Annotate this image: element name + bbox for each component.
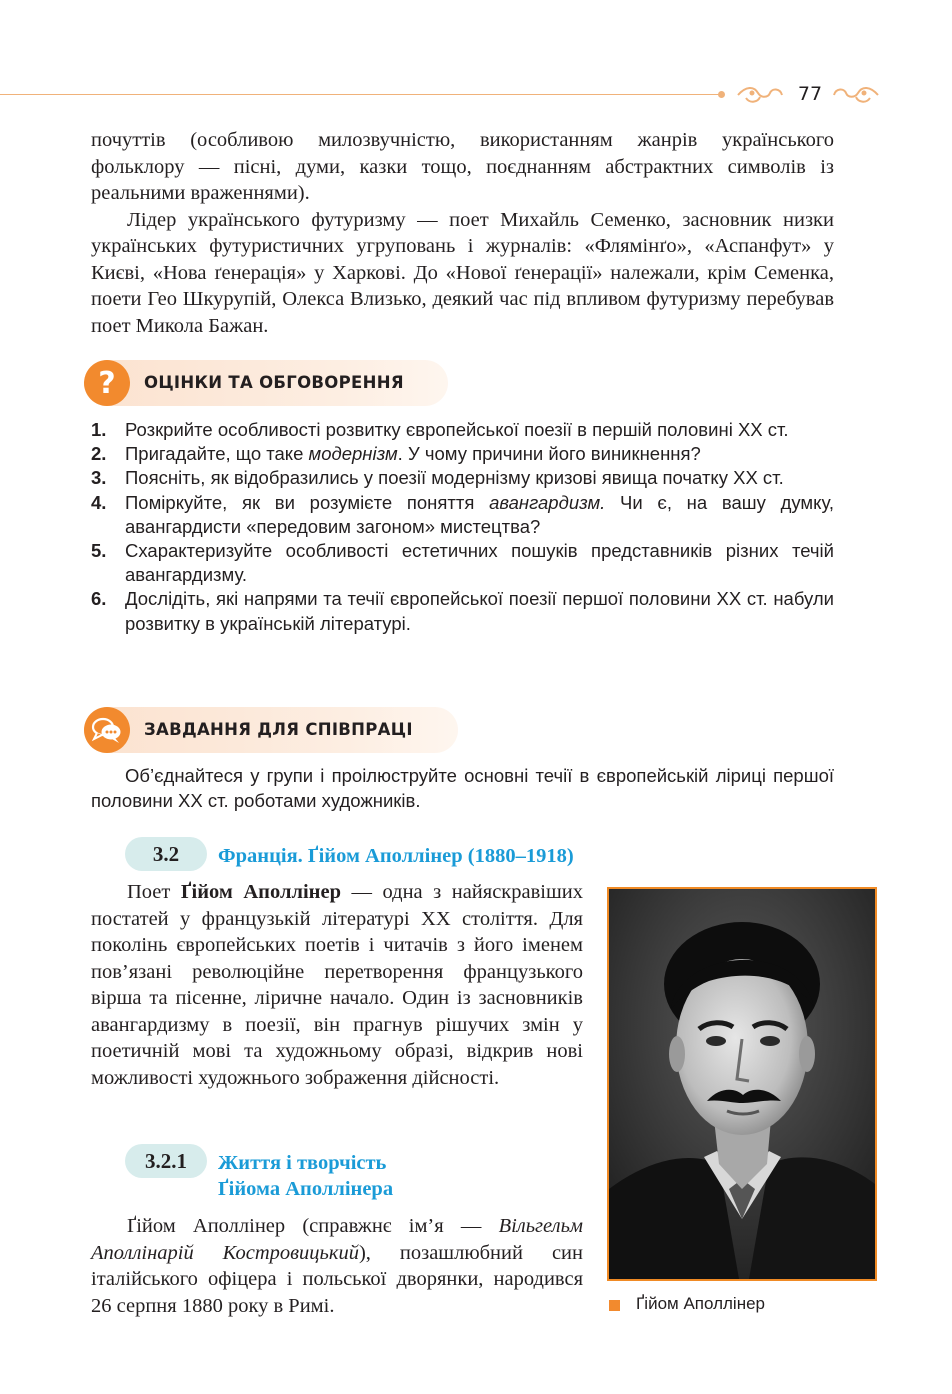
list-item: 4. Поміркуйте, як ви розумієте поняття авангардизм. Чи є, на вашу думку, авангардисти «передовим загоном» мистецтва? [91,491,834,537]
cooperation-text: Об’єднайтеся у групи і проілюструйте основні течії в європейській ліриці першої половини ХХ ст. роботами художників. [91,765,834,811]
section-title-3-2-1: Життя і творчість Ґійома Аполлінера [218,1152,394,1200]
term-avantgarde: авангардизм. [489,491,606,513]
intro-paragraph-1: почуттів (особливою милозвучністю, використанням жанрів українського фольклору — пісні, думи, казки тощо, поєднанням абстрактних символів із реальними враженнями). [91,129,834,204]
poet-name: Ґійом Аполлінер [180,881,341,903]
list-item: 6. Дослідіть, які напрями та течії європейської поезії першої половини ХХ ст. набули розвитку в українській літературі. [91,588,834,634]
list-item: 2. Пригадайте, що таке модернізм. У чому причини його виникнення? [91,443,701,465]
section-3-2-1-paragraph: Ґійом Аполлінер (справжнє ім’я — Вільгельм Аполлінарій Костровицький), позашлюбний син італійського офіцера і польської дворянки, народився 26 серпня 1880 року в Римі. [91,1215,583,1317]
portrait-photo [607,887,877,1281]
question-icon: ? [84,360,130,406]
discussion-heading [84,360,448,406]
list-item: 1. Розкрийте особливості розвитку європейської поезії в першій половині ХХ ст. [91,419,789,440]
cooperation-heading [84,707,458,753]
chat-bubbles-icon [84,707,130,753]
section-number-3-2: 3.2 [125,837,207,871]
portrait-illustration [609,889,875,1279]
ornament-left-icon [736,84,784,106]
cooperation-title: ЗАВДАННЯ ДЛЯ СПІВПРАЦІ [144,720,413,739]
discussion-questions [91,418,834,636]
photo-caption: Ґійом Аполлінер [636,1294,765,1313]
intro-paragraph-2: Лідер українського футуризму — поет Михайль Семенко, засновник низки українських футуристичних угруповань і журналів: «Флямінґо», «Аспанфут» у Києві, «Нова ґенерація» у Харкові. До «Нової ґенерації» належали, крім Семенка, поети Гео Шкурупій, Олекса Влизько, деякий час під впливом футуризму перебував поет Микола Бажан. [91,208,834,337]
header-rule-dot [718,91,725,98]
caption-bullet [609,1300,620,1311]
header-rule [0,94,722,95]
section-number-3-2-1: 3.2.1 [125,1144,207,1178]
real-name: Вільгельм Аполлінарій Костровицький [91,1215,583,1264]
list-item: 5. Схарактеризуйте особливості естетичних пошуків представників різних течій авангардизму. [91,540,834,586]
section-3-2-paragraph: Поет Ґійом Аполлінер — одна з найяскравіших постатей у французькій літературі ХХ століття. Для поколінь європейських поетів і читачів з його іменем пов’язані революційне перетворення французького вірша та пісенне, ліричне начало. Один із засновників авангардизму в поезії, він прагнув рішучих змін у поетичній мові та художньому образі, відкрив нові можливості художнього зображення дійсності. [91,881,583,1089]
term-modernism: модернізм [308,443,398,465]
ornament-right-icon [832,84,880,106]
list-item: 3. Поясніть, як відобразились у поезії модернізму кризові явища початку ХХ ст. [91,467,784,489]
page-number: 77 [797,83,823,105]
intro-text [91,127,834,339]
section-title-3-2: Франція. Ґійом Аполлінер (1880–1918) [218,845,574,867]
discussion-title: ОЦІНКИ ТА ОБГОВОРЕННЯ [144,373,404,392]
